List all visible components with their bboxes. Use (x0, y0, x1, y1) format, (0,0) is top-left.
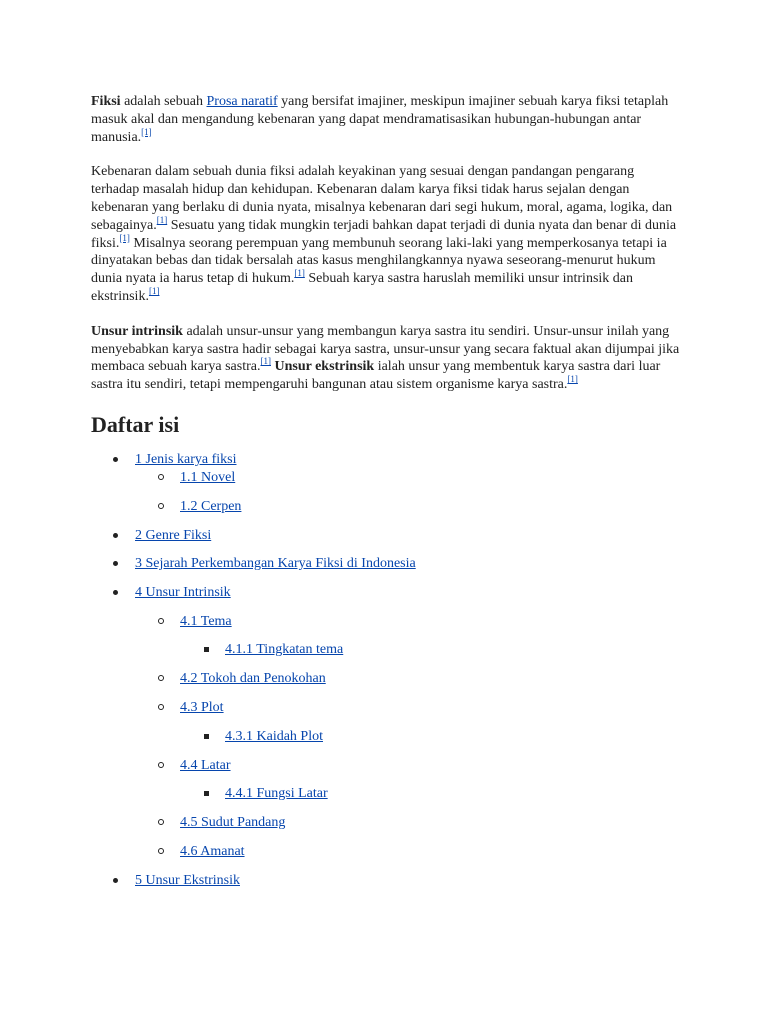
text-run: adalah unsur-unsur yang membangun karya sastra itu sendiri. Unsur-unsur inilah yang menyebabkan karya sastra hadir sebagai karya sastra, unsur-unsur yang secara faktual akan dijumpai jika membaca sebuah karya sastra. (91, 323, 680, 375)
citation-ref (567, 374, 578, 384)
citation-link[interactable]: [1] (294, 268, 305, 279)
toc-link-sejarah[interactable]: 3 Sejarah Perkembangan Karya Fiksi di Indonesia (135, 555, 416, 571)
toc-item (91, 699, 681, 716)
bullet-circle-icon (158, 704, 164, 710)
toc-link-tokoh-penokohan[interactable]: 4.2 Tokoh dan Penokohan (180, 670, 326, 686)
toc-link-latar[interactable]: 4.4 Latar (180, 757, 231, 773)
citation-link[interactable]: [1] (567, 374, 578, 385)
text-run: Misalnya seorang perempuan yang membunuh seorang laki-laki yang memperkosanya tetapi ia dinyatakan bebas dan tidak bersalah atas kasus menghilangkannya nyawa seseorang-menurut hukum dunia nyata ia harus tetap di hukum. (91, 235, 667, 287)
citation-ref (157, 215, 168, 225)
toc-item (91, 814, 681, 831)
term-unsur-ekstrinsik: Unsur ekstrinsik (274, 359, 375, 375)
term-unsur-intrinsik: Unsur intrinsik (91, 323, 183, 339)
toc-link-jenis-karya-fiksi[interactable]: 1 Jenis karya fiksi (135, 451, 237, 467)
citation-link[interactable]: [1] (119, 232, 130, 243)
table-of-contents (91, 451, 681, 889)
toc-link-tingkatan-tema[interactable]: 4.1.1 Tingkatan tema (225, 641, 344, 657)
bullet-disc-icon (113, 561, 118, 566)
toc-item (91, 527, 681, 544)
toc-item (91, 785, 681, 802)
bullet-disc-icon (113, 878, 118, 883)
toc-item (91, 469, 681, 486)
citation-link[interactable]: [1] (260, 356, 271, 367)
toc-link-amanat[interactable]: 4.6 Amanat (180, 843, 245, 859)
bullet-disc-icon (113, 533, 118, 538)
toc-item (91, 670, 681, 687)
toc-item (91, 613, 681, 630)
bullet-disc-icon (113, 457, 118, 462)
toc-item (91, 498, 681, 515)
toc-item (91, 584, 681, 601)
toc-item (91, 872, 681, 889)
toc-link-plot[interactable]: 4.3 Plot (180, 699, 224, 715)
text-run: ialah unsur yang membentuk karya sastra dari luar sastra itu sendiri, tetapi mempengaruhi bangunan atau sistem organisme karya sastra. (91, 359, 661, 393)
bullet-circle-icon (158, 819, 164, 825)
toc-item (91, 641, 681, 658)
bullet-disc-icon (113, 590, 118, 595)
intro-paragraph (91, 93, 681, 146)
bullet-circle-icon (158, 474, 164, 480)
toc-link-tema[interactable]: 4.1 Tema (180, 613, 232, 629)
citation-ref (119, 233, 130, 243)
toc-link-unsur-intrinsik[interactable]: 4 Unsur Intrinsik (135, 584, 231, 600)
text-run: Sebuah karya sastra haruslah memiliki unsur intrinsik dan ekstrinsik. (91, 271, 633, 304)
toc-link-genre-fiksi[interactable]: 2 Genre Fiksi (135, 527, 212, 543)
bullet-square-icon (204, 647, 209, 652)
bullet-circle-icon (158, 848, 164, 854)
citation-link[interactable]: [1] (148, 285, 160, 296)
bullet-circle-icon (158, 675, 164, 681)
article-body (91, 93, 681, 889)
toc-heading: Daftar isi (91, 411, 180, 437)
citation-ref (149, 286, 160, 296)
bullet-circle-icon (158, 618, 164, 624)
citation-ref (294, 268, 305, 278)
text-run: adalah sebuah (120, 94, 207, 109)
bullet-circle-icon (158, 762, 164, 768)
term-fiksi: Fiksi (91, 94, 121, 109)
toc-link-unsur-ekstrinsik[interactable]: 5 Unsur Ekstrinsik (135, 872, 240, 888)
toc-item (91, 728, 681, 745)
citation-link[interactable]: [1] (156, 214, 168, 225)
citation-ref (260, 356, 271, 366)
bullet-square-icon (204, 734, 209, 739)
toc-link-kaidah-plot[interactable]: 4.3.1 Kaidah Plot (225, 728, 323, 744)
toc-link-fungsi-latar[interactable]: 4.4.1 Fungsi Latar (225, 785, 328, 801)
toc-link-sudut-pandang[interactable]: 4.5 Sudut Pandang (180, 814, 286, 830)
link-prosa-naratif[interactable]: Prosa naratif (206, 94, 278, 109)
citation-ref (141, 127, 152, 137)
unsur-paragraph (91, 323, 681, 394)
toc-link-cerpen[interactable]: 1.2 Cerpen (180, 498, 242, 514)
text-run: Kebenaran dalam sebuah dunia fiksi adalah keyakinan yang sesuai dengan pandangan pengarang terhadap masalah hidup dan kehidupan. Kebenaran dalam karya fiksi tidak harus sejalan dengan kebenaran yang berlaku di dunia nyata, misalnya kebenaran dari segi hukum, moral, agama, logika, dan sebagainya. (91, 164, 673, 233)
bullet-circle-icon (158, 503, 164, 509)
citation-link[interactable]: [1] (141, 126, 152, 137)
toc-item (91, 757, 681, 774)
text-run: yang bersifat imajiner, meskipun imajiner sebuah karya fiksi tetaplah masuk akal dan mengandung kebenaran yang dapat mendramatisasikan hubungan-hubungan antar manusia. (91, 94, 669, 145)
text-run: Sesuatu yang tidak mungkin terjadi bahkan dapat terjadi di dunia nyata dan benar di dunia fiksi. (91, 217, 677, 251)
bullet-square-icon (204, 791, 209, 796)
toc-item (91, 555, 681, 572)
toc-item (91, 843, 681, 860)
toc-link-novel[interactable]: 1.1 Novel (180, 469, 236, 485)
kebenaran-paragraph (91, 163, 681, 305)
toc-item (91, 451, 681, 468)
